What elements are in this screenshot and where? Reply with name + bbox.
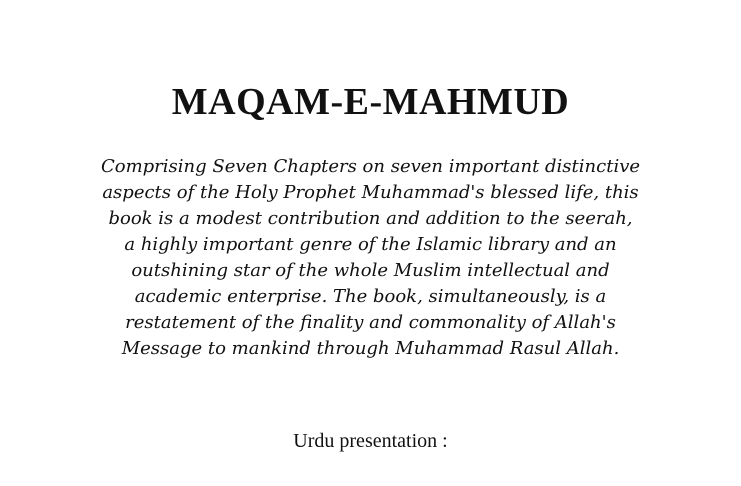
urdu-presentation-label: Urdu presentation : [293,430,448,452]
description-line: Comprising Seven Chapters on seven important distinctive [100,156,641,177]
description-line: academic enterprise. The book, simultaneously, is a [134,286,607,307]
description-line: Message to mankind through Muhammad Rasul Allah. [121,338,620,359]
description-line: a highly important genre of the Islamic library and an [124,234,617,255]
description-line: restatement of the finality and commonality of Allah's [125,312,616,333]
book-description [60,154,681,362]
description-line: book is a modest contribution and addition to the seerah, [108,208,633,229]
description-line: aspects of the Holy Prophet Muhammad's blessed life, this [102,182,639,203]
page-title: MAQAM-E-MAHMUD [171,81,570,123]
description-line: outshining star of the whole Muslim intellectual and [131,260,610,281]
